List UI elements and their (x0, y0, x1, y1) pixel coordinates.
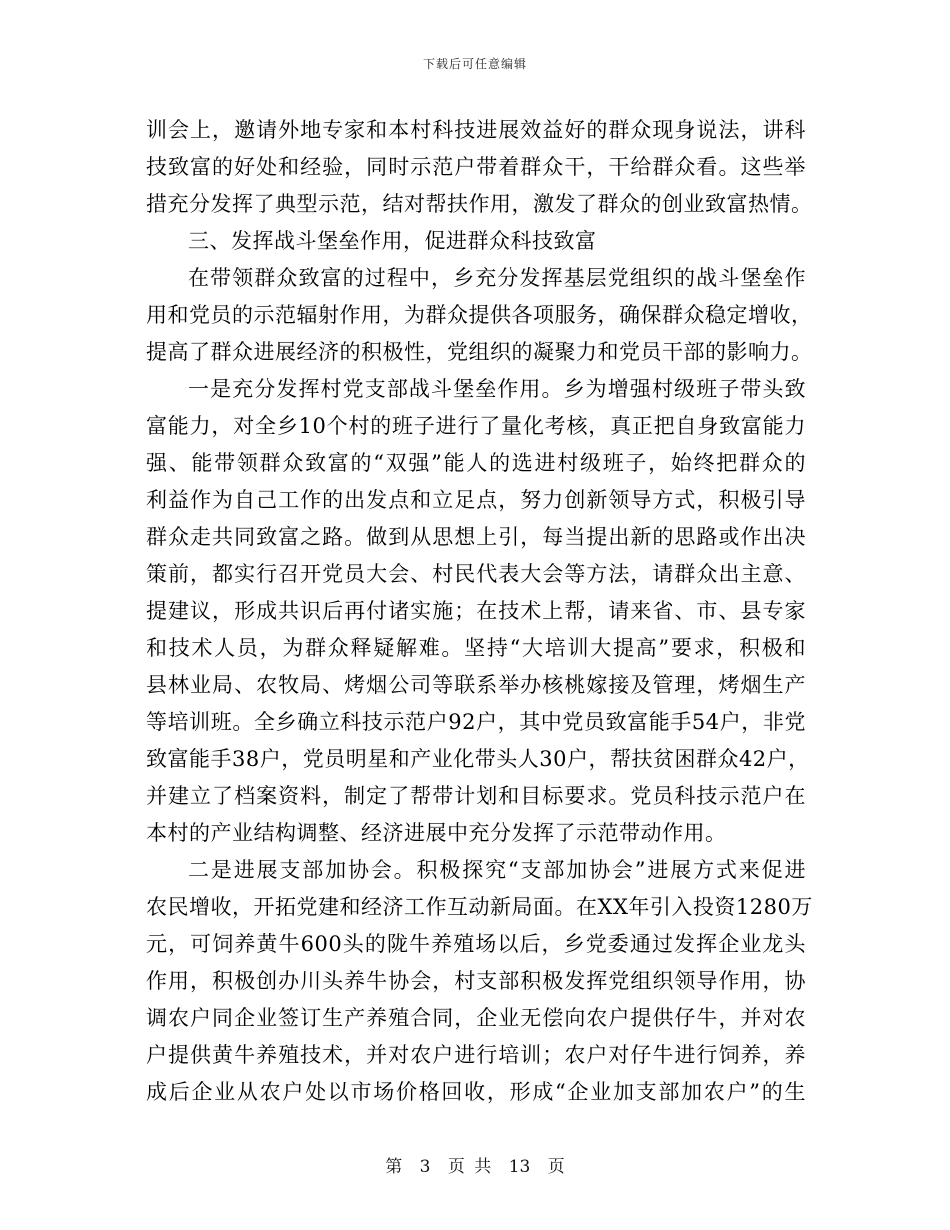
text-line: 训会上，邀请外地专家和本村科技进展效益好的群众现身说法，讲科 (146, 118, 806, 142)
text-line: 强、能带领群众致富的“双强”能人的选进村级班子，始终把群众的 (146, 451, 806, 475)
text-line: 提建议，形成共识后再付诸实施；在技术上帮，请来省、市、县专家 (146, 599, 806, 623)
text-line: 调农户同企业签订生产养殖合同，企业无偿向农户提供仔牛，并对农 (146, 1006, 806, 1030)
page-header: 下载后可任意编辑 (422, 57, 527, 71)
text-line: 三、发挥战斗堡垒作用，促进群众科技致富 (188, 229, 597, 253)
text-line: 户提供黄牛养殖技术，并对农户进行培训；农户对仔牛进行饲养，养 (146, 1043, 806, 1067)
text-line: 本村的产业结构调整、经济进展中充分发挥了示范带动作用。 (146, 821, 727, 845)
footer-middle: 页 共 (447, 1157, 492, 1177)
text-line: 策前，都实行召开党员大会、村民代表大会等方法，请群众出主意、 (146, 562, 806, 586)
text-line: 提高了群众进展经济的积极性，党组织的凝聚力和党员干部的影响力。 (146, 340, 813, 364)
text-line: 等培训班。全乡确立科技示范户92户，其中党员致富能手54户，非党 (146, 710, 806, 734)
text-line: 并建立了档案资料，制定了帮带计划和目标要求。党员科技示范户在 (146, 784, 806, 808)
text-line: 和技术人员，为群众释疑解难。坚持“大培训大提高”要求，积极和 (146, 636, 806, 660)
text-line: 一是充分发挥村党支部战斗堡垒作用。乡为增强村级班子带头致 (188, 377, 806, 401)
text-line: 利益作为自己工作的出发点和立足点，努力创新领导方式，积极引导 (146, 488, 806, 512)
text-line: 县林业局、农牧局、烤烟公司等联系举办核桃嫁接及管理，烤烟生产 (146, 673, 806, 697)
page-footer (0, 1152, 950, 1177)
text-line: 技致富的好处和经验，同时示范户带着群众干，干给群众看。这些举 (146, 155, 806, 179)
text-line: 农民增收，开拓党建和经济工作互动新局面。在XX年引入投资1280万 (146, 895, 813, 919)
text-line: 在带领群众致富的过程中，乡充分发挥基层党组织的战斗堡垒作 (188, 266, 806, 290)
footer-page-number: 3 (419, 1157, 431, 1177)
text-line: 用和党员的示范辐射作用，为群众提供各项服务，确保群众稳定增收， (146, 303, 813, 327)
text-line: 致富能手38户，党员明星和产业化带头人30户，帮扶贫困群众42户， (146, 747, 810, 771)
footer-prefix: 第 (385, 1157, 403, 1177)
text-line: 作用，积极创办川头养牛协会，村支部积极发挥党组织领导作用，协 (146, 969, 806, 993)
text-line: 二是进展支部加协会。积极探究“支部加协会”进展方式来促进 (188, 858, 806, 882)
text-line: 群众走共同致富之路。做到从思想上引，每当提出新的思路或作出决 (146, 525, 806, 549)
footer-suffix: 页 (547, 1157, 565, 1177)
footer-total-pages: 13 (508, 1157, 531, 1177)
text-line: 措充分发挥了典型示范，结对帮扶作用，激发了群众的创业致富热情。 (146, 192, 813, 216)
document-body (146, 112, 813, 1111)
text-line: 元，可饲养黄牛600头的陇牛养殖场以后，乡党委通过发挥企业龙头 (146, 932, 806, 956)
text-line: 成后企业从农户处以市场价格回收，形成“企业加支部加农户”的生 (146, 1080, 806, 1104)
text-line: 富能力，对全乡10个村的班子进行了量化考核，真正把自身致富能力 (146, 414, 806, 438)
